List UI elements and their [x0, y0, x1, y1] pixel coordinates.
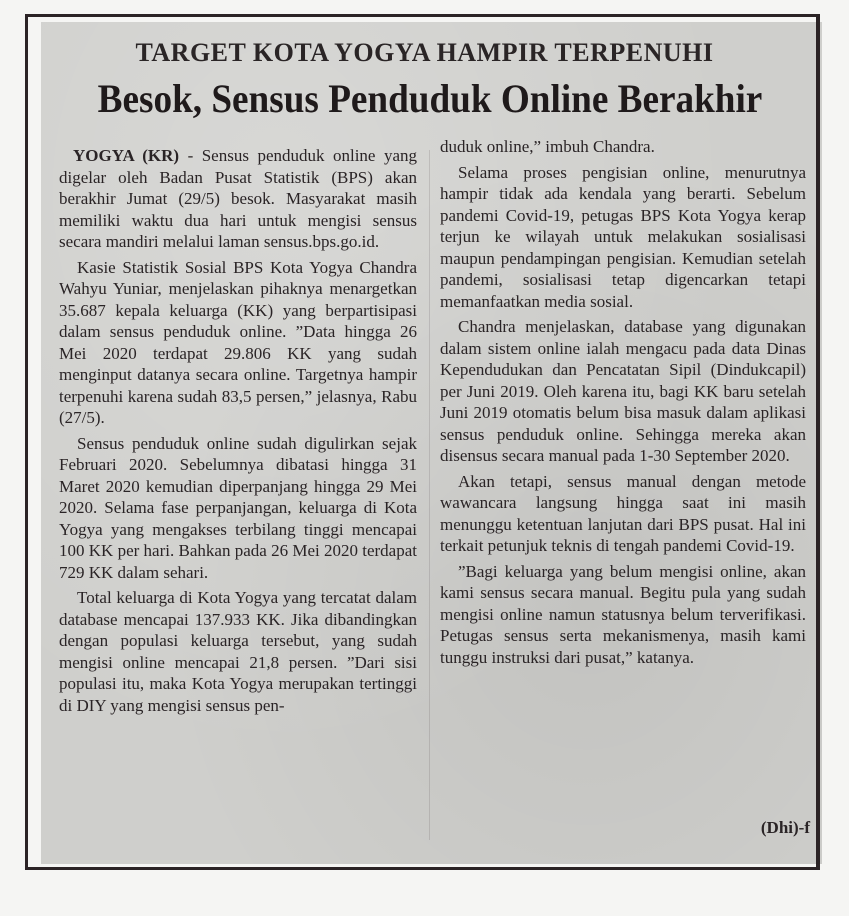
article-byline: (Dhi)-f: [760, 818, 810, 837]
paragraph-1-text: - Sensus penduduk online yang digelar oleh Badan Pusat Statistik (BPS) akan berakhir Jumat (29/5) besok. Masyarakat masih memiliki waktu dua hari untuk mengisi sensus secara mandiri melalui laman sensus.bps.go.id.: [59, 146, 417, 251]
paragraph-4: Total keluarga di Kota Yogya yang tercatat dalam database mencapai 137.933 KK. Jika dibandingkan dengan populasi keluarga tersebut, yang sudah mengisi online mencapai 21,8 persen. ”Dari sisi populasi itu, maka Kota Yogya merupakan tertinggi di DIY yang mengisi sensus pen-: [59, 588, 417, 715]
article-kicker: TARGET KOTA YOGYA HAMPIR TERPENUHI: [135, 38, 714, 67]
dateline: YOGYA (KR): [73, 146, 180, 165]
column-divider: [429, 150, 430, 840]
paragraph-5: duduk online,” imbuh Chandra.: [440, 137, 655, 156]
paragraph-2: Kasie Statistik Sosial BPS Kota Yogya Chandra Wahyu Yuniar, menjelaskan pihaknya menargetkan 35.687 kepala keluarga (KK) yang berpartisipasi dalam sensus penduduk online. ”Data hingga 26 Mei 2020 terdapat 29.806 KK yang sudah menginput datanya secara online. Targetnya hampir terpenuhi karena sudah 83,5 persen,” jelasnya, Rabu (27/5).: [59, 257, 417, 427]
paragraph-3: Sensus penduduk online sudah digulirkan sejak Februari 2020. Sebelumnya dibatasi hingga 31 Maret 2020 kemudian diperpanjang hingga 29 Mei 2020. Selama fase perpanjangan, keluarga di Kota Yogya yang mengakses terbilang tinggi mencapai 100 KK per hari. Bahkan pada 26 Mei 2020 terdapat 729 KK dalam sehari.: [59, 433, 417, 582]
paragraph-7: Chandra menjelaskan, database yang digunakan dalam sistem online ialah mengacu pada data Dinas Kependudukan dan Pencatatan Sipil (Dindukcapil) per Juni 2019. Oleh karena itu, bagi KK baru setelah Juni 2019 otomatis belum bisa masuk dalam aplikasi sensus penduduk online. Sehingga mereka akan disensus secara manual pada 1-30 September 2020.: [440, 317, 806, 465]
article-column-right: [440, 136, 806, 672]
article-headline: Besok, Sensus Penduduk Online Berakhir: [97, 76, 763, 121]
paragraph-6: Selama proses pengisian online, menurutnya hampir tidak ada kendala yang berarti. Sebelum pandemi Covid-19, petugas BPS Kota Yogya kerap terjun ke wilayah untuk melakukan sosialisasi maupun pendampingan pengisian. Kemudian setelah pandemi, sosialisasi tetap digencarkan tetapi memanfaatkan media sosial.: [440, 162, 806, 311]
paragraph-8: Akan tetapi, sensus manual dengan metode wawancara langsung hingga saat ini masih menunggu ketentuan lanjutan dari BPS pusat. Hal ini terkait petunjuk teknis di tengah pandemi Covid-19.: [440, 471, 806, 555]
article-column-left: [59, 145, 417, 720]
paragraph-9: ”Bagi keluarga yang belum mengisi online, akan kami sensus secara manual. Begitu pula yang sudah mengisi online namun statusnya belum terverifikasi. Petugas sensus serta mekanismenya, masih kami tunggu instruksi dari pusat,” katanya.: [440, 561, 806, 667]
paragraph-1: [59, 145, 417, 253]
